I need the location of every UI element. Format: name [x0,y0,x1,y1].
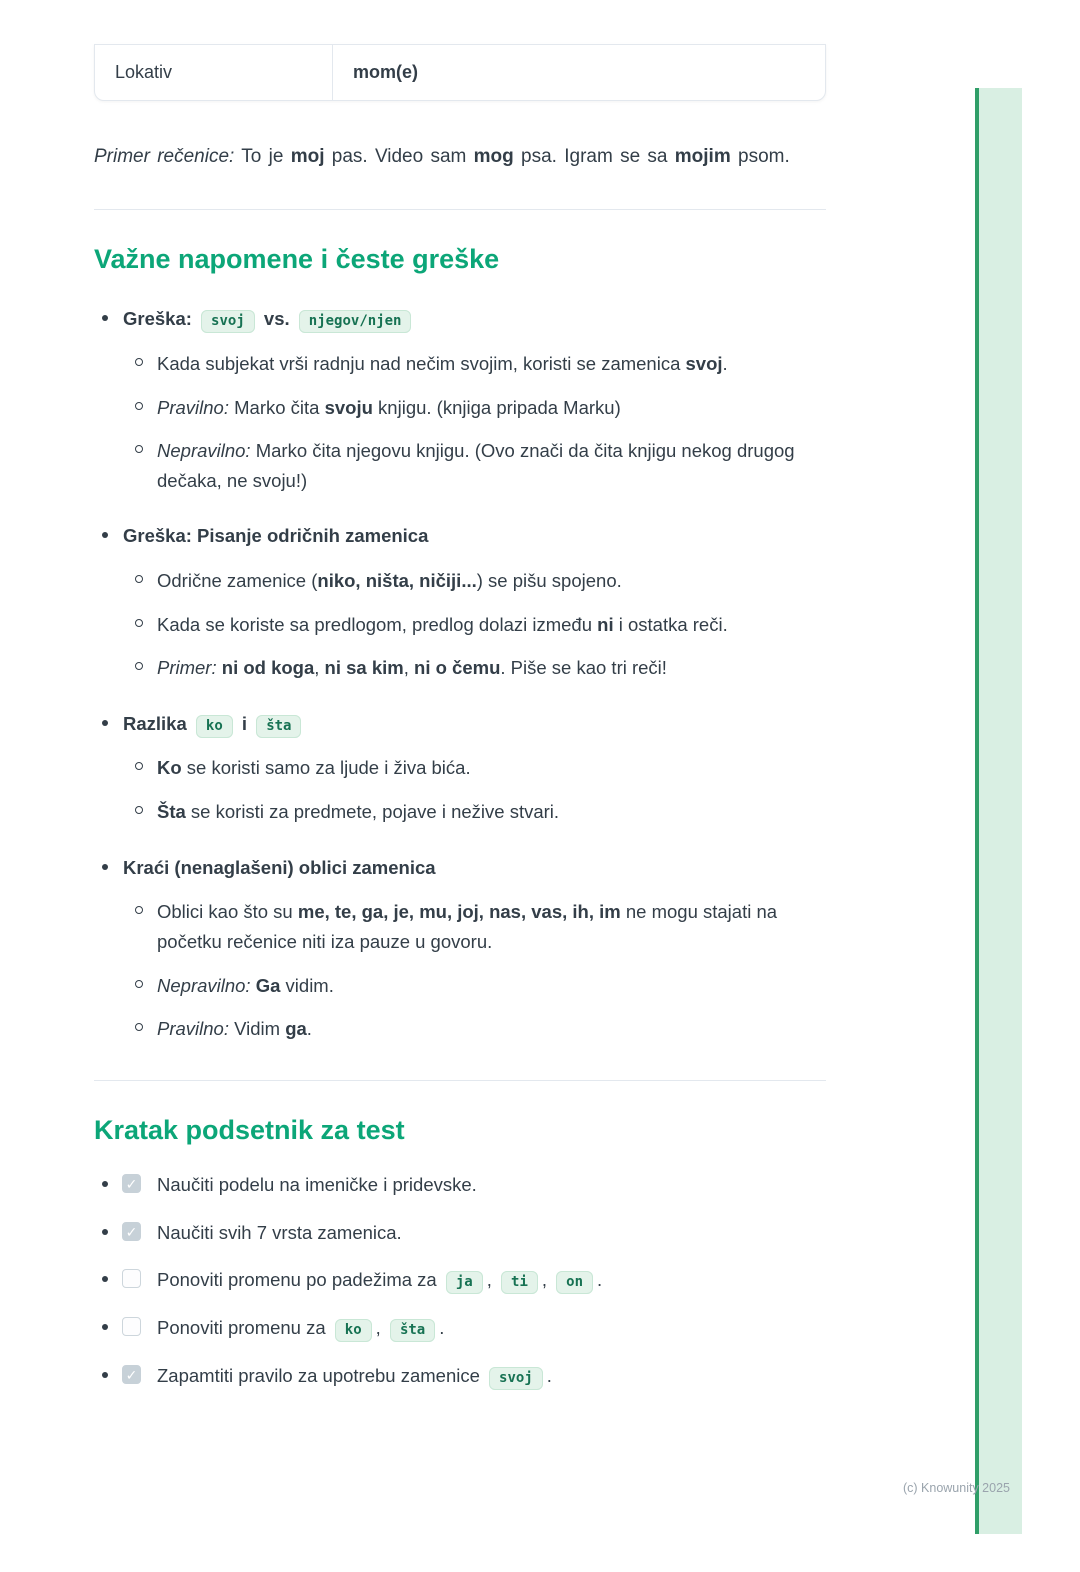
sub-list [123,349,826,495]
sub-list-item: Nepravilno: Ga vidim. [123,971,826,1001]
table-cell-case: Lokativ [95,45,333,100]
checklist-item [94,1363,826,1390]
list-item [94,854,826,1044]
list-item-title: Razlika ko i šta [123,710,826,739]
divider [94,1080,826,1081]
list-item-title: Greška: svoj vs. njegov/njen [123,305,826,334]
checklist-item [94,1315,826,1342]
content-column [94,44,826,1390]
checkbox[interactable] [122,1174,141,1193]
sub-list-item: Oblici kao što su me, te, ga, je, mu, joj, nas, vas, ih, im ne mogu stajati na početku rečenice niti iza pauze u govoru. [123,897,826,956]
list-item [94,710,826,827]
checklist-item [94,1220,826,1247]
sub-list-item: Nepravilno: Marko čita njegovu knjigu. (Ovo znači da čita knjigu nekog drugog dečaka, ne svoju!) [123,436,826,495]
list-item-title: Greška: Pisanje odričnih zamenica [123,525,429,547]
checkbox[interactable] [122,1222,141,1241]
list-item [94,305,826,495]
checkbox[interactable] [122,1365,141,1384]
table-cell-form: mom(e) [353,62,419,82]
example-sentence: Primer rečenice: To je moj pas. Video sam mog psa. Igram se sa mojim psom. [94,146,790,167]
checklist-item-text: Naučiti podelu na imeničke i pridevske. [157,1173,477,1195]
section-title-notes: Važne napomene i česte greške [94,244,500,275]
checklist-item [94,1172,826,1199]
divider [94,209,826,210]
list-item-title: Kraći (nenaglašeni) oblici zamenica [123,856,436,878]
sub-list-item: Odrične zamenice (niko, ništa, ničiji...) se pišu spojeno. [123,566,826,596]
checklist-item-text: Zapamtiti pravilo za upotrebu zamenice svoj . [157,1365,552,1386]
copyright-footer: (c) Knowunity 2025 [902,1481,1010,1495]
sub-list-item: Pravilno: Marko čita svoju knjigu. (knjiga pripada Marku) [123,393,826,423]
notes-list [94,305,826,1043]
section-title-reminder: Kratak podsetnik za test [94,1114,405,1145]
sub-list-item: Ko se koristi samo za ljude i živa bića. [123,753,826,783]
declension-table [94,44,826,101]
sub-list [123,897,826,1043]
checklist-item-text: Ponoviti promenu za ko , šta . [157,1317,444,1338]
sub-list [123,566,826,683]
checklist-item [94,1267,826,1294]
sub-list [123,753,826,826]
test-checklist [94,1172,826,1390]
checkbox[interactable] [122,1269,141,1288]
checkbox[interactable] [122,1317,141,1336]
sub-list-item: Kada se koriste sa predlogom, predlog dolazi između ni i ostatka reči. [123,610,826,640]
checklist-item-text: Naučiti svih 7 vrsta zamenica. [157,1221,402,1243]
sub-list-item: Kada subjekat vrši radnju nad nečim svojim, koristi se zamenica svoj. [123,349,826,379]
sub-list-item: Primer: ni od koga, ni sa kim, ni o čemu. Piše se kao tri reči! [123,653,826,683]
checklist-item-text: Ponoviti promenu po padežima za ja , ti , on . [157,1269,602,1290]
sub-list-item: Šta se koristi za predmete, pojave i nežive stvari. [123,797,826,827]
list-item [94,522,826,682]
sub-list-item: Pravilno: Vidim ga. [123,1014,826,1044]
page-edge-decoration [975,88,1022,1534]
